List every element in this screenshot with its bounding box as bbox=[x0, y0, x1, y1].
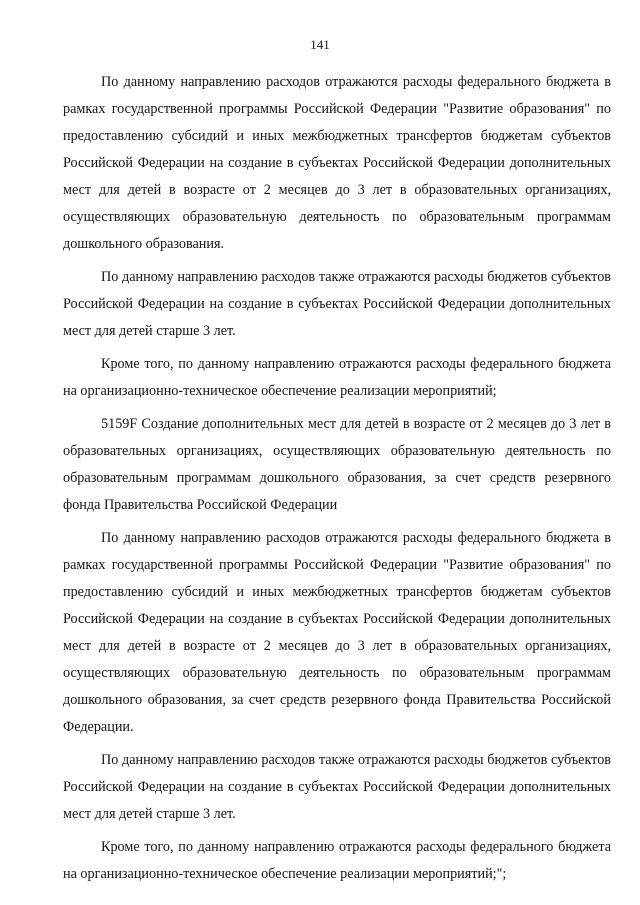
paragraph: По данному направлению расходов также отражаются расходы бюджетов субъектов Российской Федерации на создание в субъектах Российской Федерации дополнительных мест для детей старше 3 лет. bbox=[63, 752, 611, 822]
paragraph: По данному направлению расходов отражаются расходы федерального бюджета в рамках государственной программы Российской Федерации "Развитие образования" по предоставлению субсидий и иных межбюджетных трансфертов бюджетам субъектов Российской Федерации на создание в субъектах Российской Федерации дополнительных мест для детей в возрасте от 2 месяцев до 3 лет в образовательных организациях, осуществляющих образовательную деятельность по образовательным программам дошкольного образования. bbox=[63, 74, 611, 252]
paragraph: По данному направлению расходов также отражаются расходы бюджетов субъектов Российской Федерации на создание в субъектах Российской Федерации дополнительных мест для детей старше 3 лет. bbox=[63, 269, 611, 339]
page-number: 141 bbox=[310, 37, 330, 52]
paragraph: 5159F Создание дополнительных мест для детей в возрасте от 2 месяцев до 3 лет в образовательных организациях, осуществляющих образовательную деятельность по образовательным программам дошкольного образования, за счет средств резервного фонда Правительства Российской Федерации bbox=[63, 416, 611, 513]
paragraph: Кроме того, по данному направлению отражаются расходы федерального бюджета на организационно-техническое обеспечение реализации мероприятий;"; bbox=[63, 839, 611, 882]
paragraph: По данному направлению расходов отражаются расходы федерального бюджета в рамках государственной программы Российской Федерации "Развитие образования" по предоставлению субсидий и иных межбюджетных трансфертов бюджетам субъектов Российской Федерации на создание в субъектах Российской Федерации дополнительных мест для детей в возрасте от 2 месяцев до 3 лет в образовательных организациях, осуществляющих образовательную деятельность по образовательным программам дошкольного образования, за счет средств резервного фонда Правительства Российской Федерации. bbox=[63, 530, 611, 735]
paragraph: Кроме того, по данному направлению отражаются расходы федерального бюджета на организационно-техническое обеспечение реализации мероприятий; bbox=[63, 356, 611, 399]
document-body bbox=[63, 69, 611, 894]
